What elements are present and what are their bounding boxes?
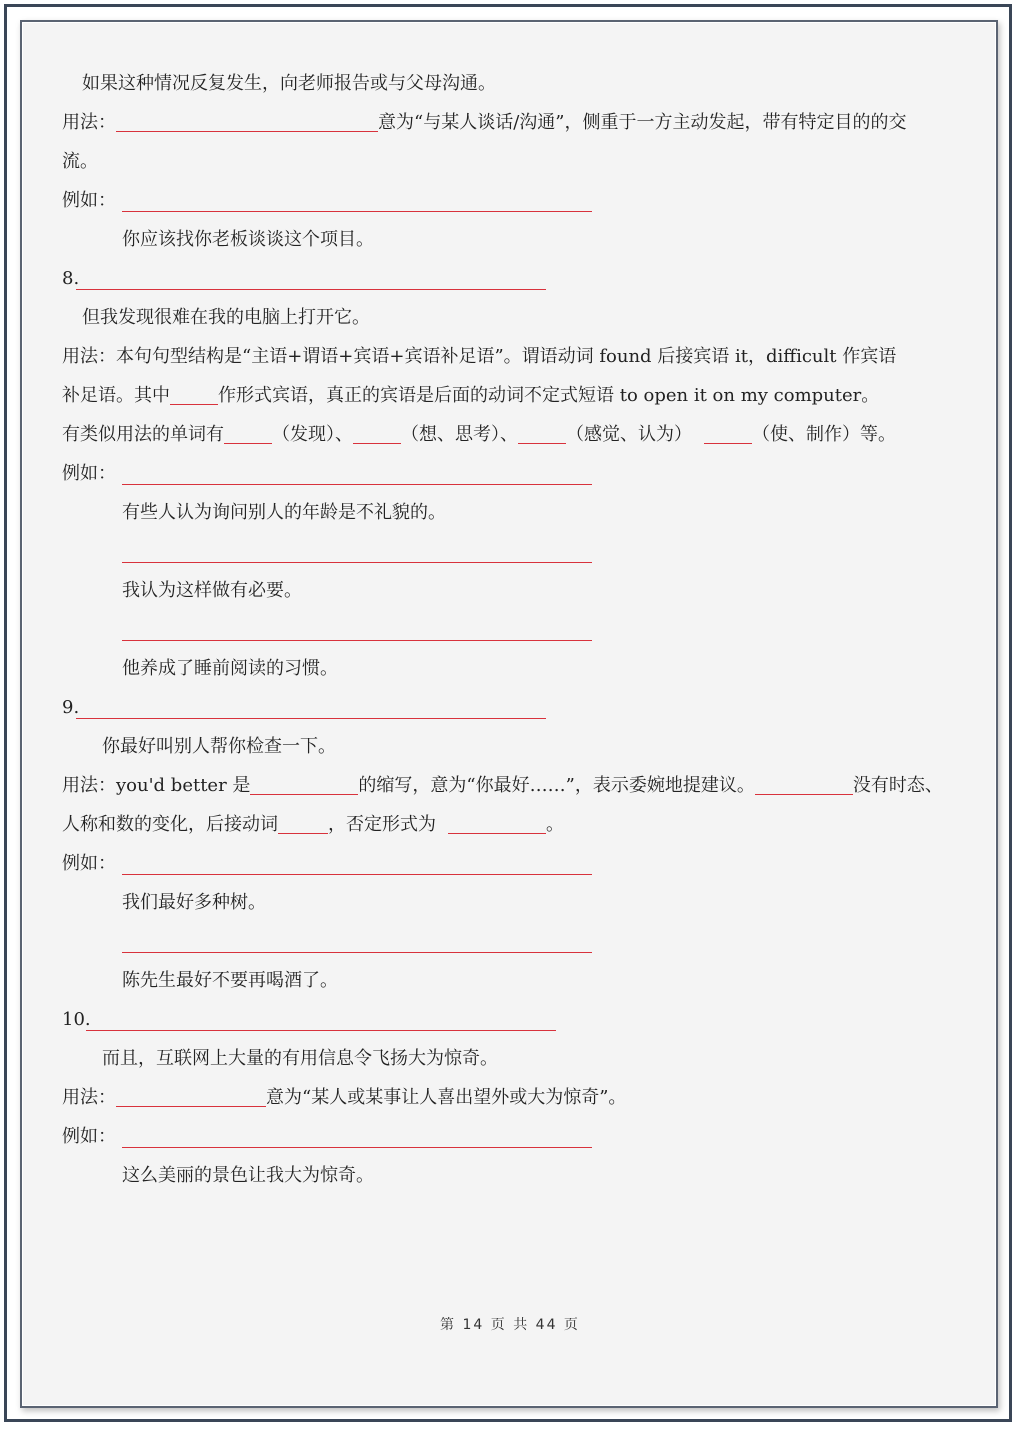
example-line: 例如： <box>62 454 962 493</box>
example-sentence: 他养成了睡前阅读的习惯。 <box>122 658 338 679</box>
answer-blank[interactable] <box>704 425 752 444</box>
answer-blank[interactable] <box>116 1088 266 1107</box>
answer-blank[interactable] <box>116 113 378 132</box>
usage-line: 用法： 意为“与某人谈话/沟通”，侧重于一方主动发起，带有特定目的的交 <box>62 112 907 133</box>
example-sentence: 有些人认为询问别人的年龄是不礼貌的。 <box>122 502 446 523</box>
answer-blank[interactable] <box>76 289 546 290</box>
answer-blank[interactable] <box>170 386 218 405</box>
answer-blank[interactable] <box>122 952 592 953</box>
answer-blank[interactable] <box>122 1147 592 1148</box>
answer-blank[interactable] <box>122 874 592 875</box>
document-body <box>62 64 962 1195</box>
answer-blank[interactable] <box>250 776 358 795</box>
text-line: 有类似用法的单词有 （发现）、 （想、思考）、 （感觉、认为） （使、制作）等。 <box>62 424 896 445</box>
item-10-line: 10. <box>62 1000 962 1039</box>
item-8-line: 8. <box>62 259 962 298</box>
usage-line: 用法： 意为“某人或某事让人喜出望外或大为惊奇”。 <box>62 1087 627 1108</box>
answer-blank[interactable] <box>224 425 272 444</box>
answer-blank[interactable] <box>122 562 592 563</box>
example-line: 例如： <box>62 181 962 220</box>
text-line: 人称和数的变化，后接动词 ，否定形式为 。 <box>62 814 564 835</box>
answer-line-row <box>62 532 962 571</box>
answer-blank[interactable] <box>86 1030 556 1031</box>
example-sentence: 这么美丽的景色让我大为惊奇。 <box>122 1165 374 1186</box>
example-sentence: 我认为这样做有必要。 <box>122 580 302 601</box>
answer-blank[interactable] <box>755 776 853 795</box>
page-number: 第 14 页 共 44 页 <box>440 1317 580 1333</box>
example-sentence: 陈先生最好不要再喝酒了。 <box>122 970 338 991</box>
answer-blank[interactable] <box>122 640 592 641</box>
example-line: 例如： <box>62 844 962 883</box>
item-9-line: 9. <box>62 688 962 727</box>
text-line: 如果这种情况反复发生，向老师报告或与父母沟通。 <box>82 73 496 94</box>
text-line: 补足语。其中 作形式宾语，真正的宾语是后面的动词不定式短语 to open it on my computer。 <box>62 385 880 406</box>
answer-blank[interactable] <box>448 815 546 834</box>
answer-blank[interactable] <box>122 484 592 485</box>
answer-blank[interactable] <box>353 425 401 444</box>
example-sentence: 我们最好多种树。 <box>122 892 266 913</box>
answer-blank[interactable] <box>518 425 566 444</box>
text-line: 你最好叫别人帮你检查一下。 <box>102 736 336 757</box>
answer-line-row <box>62 610 962 649</box>
example-line: 例如： <box>62 1117 962 1156</box>
usage-line: 用法：you'd better 是 的缩写，意为“你最好……”，表示委婉地提建议。 没有时态、 <box>62 775 943 796</box>
text-line: 流。 <box>62 151 98 172</box>
text-line: 但我发现很难在我的电脑上打开它。 <box>82 307 370 328</box>
answer-blank[interactable] <box>278 815 328 834</box>
usage-line: 用法：本句句型结构是“主语+谓语+宾语+宾语补足语”。谓语动词 found 后接宾语 it，difficult 作宾语 <box>62 346 897 367</box>
text-line: 而且，互联网上大量的有用信息令飞扬大为惊奇。 <box>102 1048 498 1069</box>
example-sentence: 你应该找你老板谈谈这个项目。 <box>122 229 374 250</box>
answer-blank[interactable] <box>76 718 546 719</box>
answer-line-row <box>62 922 962 961</box>
answer-blank[interactable] <box>122 211 592 212</box>
